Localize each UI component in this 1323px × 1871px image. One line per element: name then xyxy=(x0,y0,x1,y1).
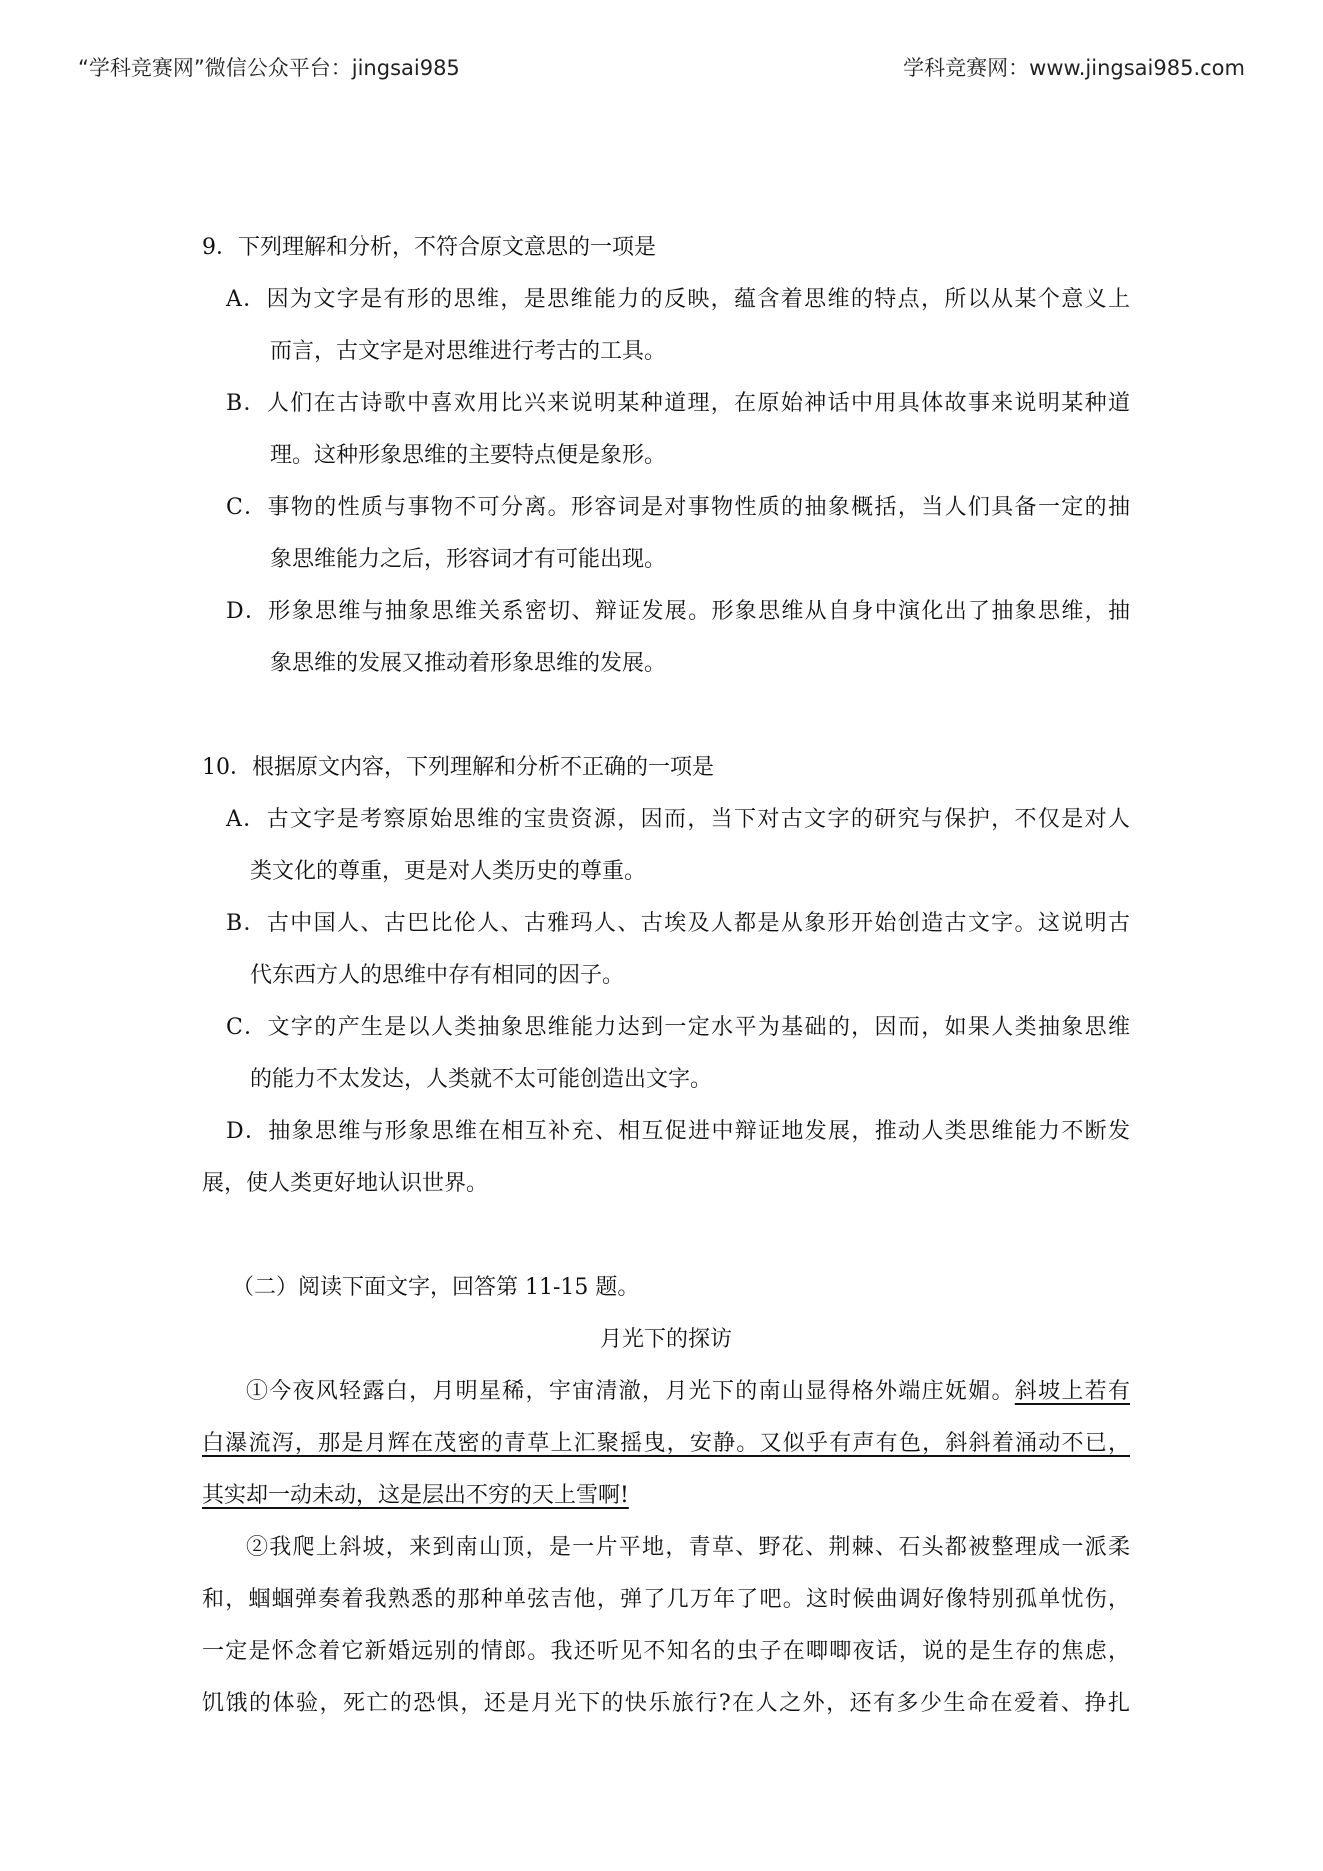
option-line: B．古中国人、古巴比伦人、古雅玛人、古埃及人都是从象形开始创造古文字。这说明古 xyxy=(226,911,1130,936)
option-line: 象思维的发展又推动着形象思维的发展。 xyxy=(270,651,667,676)
question-10-option-a xyxy=(202,794,1130,898)
question-10-option-d xyxy=(202,1106,1130,1210)
paragraph-2-line: 一定是怀念着它新婚远别的情郎。我还听见不知名的虫子在唧唧夜话，说的是生存的焦虑， xyxy=(202,1639,1130,1664)
paragraph-1-text: ①今夜风轻露白，月明星稀，宇宙清澈，月光下的南山显得格外端庄妩媚。 xyxy=(246,1379,1015,1404)
underlined-text: 斜坡上若有 xyxy=(1014,1379,1130,1404)
question-10-title: 10．根据原文内容，下列理解和分析不正确的一项是 xyxy=(202,755,714,780)
paragraph-2-line: ②我爬上斜坡，来到南山顶，是一片平地，青草、野花、荆棘、石头都被整理成一派柔 xyxy=(246,1535,1130,1560)
paragraph-1 xyxy=(202,1366,1130,1522)
paragraph-2 xyxy=(202,1522,1130,1730)
paragraph-2-line: 和，蝈蝈弹奏着我熟悉的那种单弦吉他，弹了几万年了吧。这时候曲调好像特别孤单忧伤， xyxy=(202,1587,1130,1612)
question-10-option-c xyxy=(202,1002,1130,1106)
option-line: 象思维能力之后，形容词才有可能出现。 xyxy=(270,547,667,572)
option-line: 类文化的尊重，更是对人类历史的尊重。 xyxy=(250,859,647,884)
question-9-option-d xyxy=(202,586,1130,690)
option-line: 展，使人类更好地认识世界。 xyxy=(202,1171,489,1196)
header-left-text: “学科竞赛网”微信公众平台：jingsai985 xyxy=(78,56,460,80)
option-line: D．形象思维与抽象思维关系密切、辩证发展。形象思维从自身中演化出了抽象思维，抽 xyxy=(226,599,1130,624)
question-10-option-b xyxy=(202,898,1130,1002)
option-line: 理。这种形象思维的主要特点便是象形。 xyxy=(270,443,667,468)
option-line: C．文字的产生是以人类抽象思维能力达到一定水平为基础的，因而，如果人类抽象思维 xyxy=(226,1015,1130,1040)
section-intro: （二）阅读下面文字，回答第 11-15 题。 xyxy=(232,1275,640,1300)
question-9-option-c xyxy=(202,482,1130,586)
option-line: 的能力不太发达，人类就不太可能创造出文字。 xyxy=(250,1067,713,1092)
option-line: A．因为文字是有形的思维，是思维能力的反映，蕴含着思维的特点，所以从某个意义上 xyxy=(226,287,1130,312)
question-9-title: 9．下列理解和分析，不符合原文意思的一项是 xyxy=(202,235,656,260)
passage-title: 月光下的探访 xyxy=(599,1327,732,1352)
paragraph-2-line: 饥饿的体验，死亡的恐惧，还是月光下的快乐旅行?在人之外，还有多少生命在爱着、挣扎 xyxy=(202,1691,1130,1716)
question-9-option-b xyxy=(202,378,1130,482)
underlined-text: 白瀑流泻，那是月辉在茂密的青草上汇聚摇曳，安静。又似乎有声有色，斜斜着涌动不已， xyxy=(202,1431,1130,1456)
option-line: 而言，古文字是对思维进行考古的工具。 xyxy=(270,339,667,364)
option-line: C．事物的性质与事物不可分离。形容词是对事物性质的抽象概括，当人们具备一定的抽 xyxy=(226,495,1130,520)
header-right-text: 学科竞赛网：www.jingsai985.com xyxy=(903,56,1245,80)
option-line: A．古文字是考察原始思维的宝贵资源，因而，当下对古文字的研究与保护，不仅是对人 xyxy=(226,807,1130,832)
document-body xyxy=(202,222,1130,1730)
question-9-option-a xyxy=(202,274,1130,378)
option-line: D．抽象思维与形象思维在相互补充、相互促进中辩证地发展，推动人类思维能力不断发 xyxy=(226,1119,1130,1144)
underlined-text: 其实却一动未动，这是层出不穷的天上雪啊! xyxy=(202,1483,629,1508)
option-line: B．人们在古诗歌中喜欢用比兴来说明某种道理，在原始神话中用具体故事来说明某种道 xyxy=(226,391,1130,416)
option-line: 代东西方人的思维中存有相同的因子。 xyxy=(250,963,625,988)
